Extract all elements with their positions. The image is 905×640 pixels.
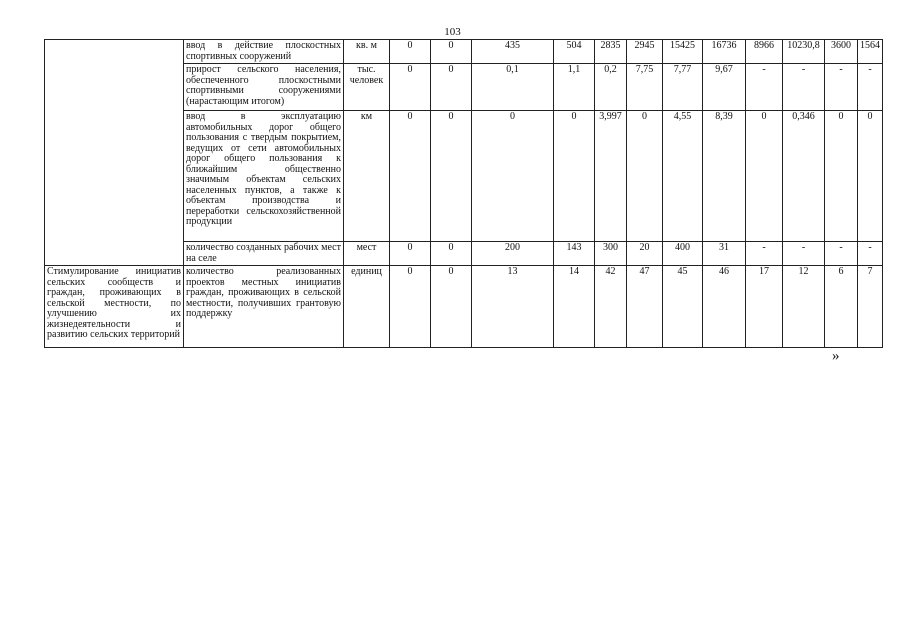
value-cell: 0 — [858, 111, 883, 242]
value-cell: 0 — [431, 40, 472, 64]
unit-cell: км — [344, 111, 390, 242]
value-cell: 10230,8 — [783, 40, 825, 64]
value-cell: 15425 — [663, 40, 703, 64]
value-cell: 435 — [472, 40, 554, 64]
value-cell: 9,67 — [703, 64, 746, 111]
value-cell: 7,77 — [663, 64, 703, 111]
value-cell: 0 — [390, 40, 431, 64]
value-cell: 42 — [595, 266, 627, 348]
value-cell: 0,1 — [472, 64, 554, 111]
value-cell: 0 — [390, 242, 431, 266]
value-cell: 17 — [746, 266, 783, 348]
value-cell: 0 — [390, 111, 431, 242]
indicator-cell: количество реализованных проектов местных инициатив граждан, проживающих в сельской местности, получивших грантовую поддержку — [184, 266, 344, 348]
value-cell: 2945 — [627, 40, 663, 64]
table-row — [45, 266, 883, 348]
value-cell: - — [825, 242, 858, 266]
value-cell: 0 — [627, 111, 663, 242]
value-cell: 47 — [627, 266, 663, 348]
value-cell: 0 — [431, 64, 472, 111]
value-cell: - — [825, 64, 858, 111]
value-cell: 0 — [825, 111, 858, 242]
unit-cell: мест — [344, 242, 390, 266]
value-cell: - — [783, 242, 825, 266]
value-cell: 13 — [472, 266, 554, 348]
value-cell: 1564 — [858, 40, 883, 64]
value-cell: 3600 — [825, 40, 858, 64]
value-cell: 1,1 — [554, 64, 595, 111]
value-cell: 0 — [390, 64, 431, 111]
value-cell: 20 — [627, 242, 663, 266]
value-cell: 14 — [554, 266, 595, 348]
indicator-cell: ввод в эксплуатацию автомобильных дорог общего пользования с твердым покрытием, ведущих от сети автомобильных дорог общего пользования к ближайшим общественно значимым объектам сельских населенных пунктов, а также к объектам производства и переработки сельскохозяйственной продукции — [184, 111, 344, 242]
value-cell: 0 — [431, 111, 472, 242]
value-cell: 7,75 — [627, 64, 663, 111]
value-cell: - — [746, 64, 783, 111]
value-cell: 12 — [783, 266, 825, 348]
measure-cell: Стимулирование инициатив сельских сообществ и граждан, проживающих в сельской местности, по улучшению их жизнедеятельности и развитию сельских территорий — [45, 266, 184, 348]
value-cell: 4,55 — [663, 111, 703, 242]
value-cell: 45 — [663, 266, 703, 348]
value-cell: 8,39 — [703, 111, 746, 242]
value-cell: 0 — [431, 242, 472, 266]
value-cell: 0 — [554, 111, 595, 242]
value-cell: - — [746, 242, 783, 266]
value-cell: 46 — [703, 266, 746, 348]
value-cell: 0 — [390, 266, 431, 348]
value-cell: - — [858, 64, 883, 111]
value-cell: 504 — [554, 40, 595, 64]
value-cell: 200 — [472, 242, 554, 266]
value-cell: 143 — [554, 242, 595, 266]
indicators-table — [44, 39, 883, 348]
measure-cell — [45, 40, 184, 266]
value-cell: 3,997 — [595, 111, 627, 242]
value-cell: 0,346 — [783, 111, 825, 242]
unit-cell: единиц — [344, 266, 390, 348]
table-row — [45, 40, 883, 64]
value-cell: 6 — [825, 266, 858, 348]
value-cell: 0 — [746, 111, 783, 242]
value-cell: 2835 — [595, 40, 627, 64]
unit-cell: тыс. человек — [344, 64, 390, 111]
indicator-cell: прирост сельского населения, обеспеченного плоскостными спортивными сооружениями (нарастающим итогом) — [184, 64, 344, 111]
value-cell: 0 — [472, 111, 554, 242]
unit-cell: кв. м — [344, 40, 390, 64]
closing-quote: » — [832, 348, 840, 364]
value-cell: 16736 — [703, 40, 746, 64]
value-cell: 0,2 — [595, 64, 627, 111]
value-cell: - — [783, 64, 825, 111]
page-number: 103 — [444, 26, 461, 38]
indicator-cell: количество созданных рабочих мест на селе — [184, 242, 344, 266]
value-cell: 0 — [431, 266, 472, 348]
value-cell: 8966 — [746, 40, 783, 64]
value-cell: 31 — [703, 242, 746, 266]
value-cell: 400 — [663, 242, 703, 266]
value-cell: 300 — [595, 242, 627, 266]
value-cell: 7 — [858, 266, 883, 348]
value-cell: - — [858, 242, 883, 266]
indicator-cell: ввод в действие плоскостных спортивных сооружений — [184, 40, 344, 64]
